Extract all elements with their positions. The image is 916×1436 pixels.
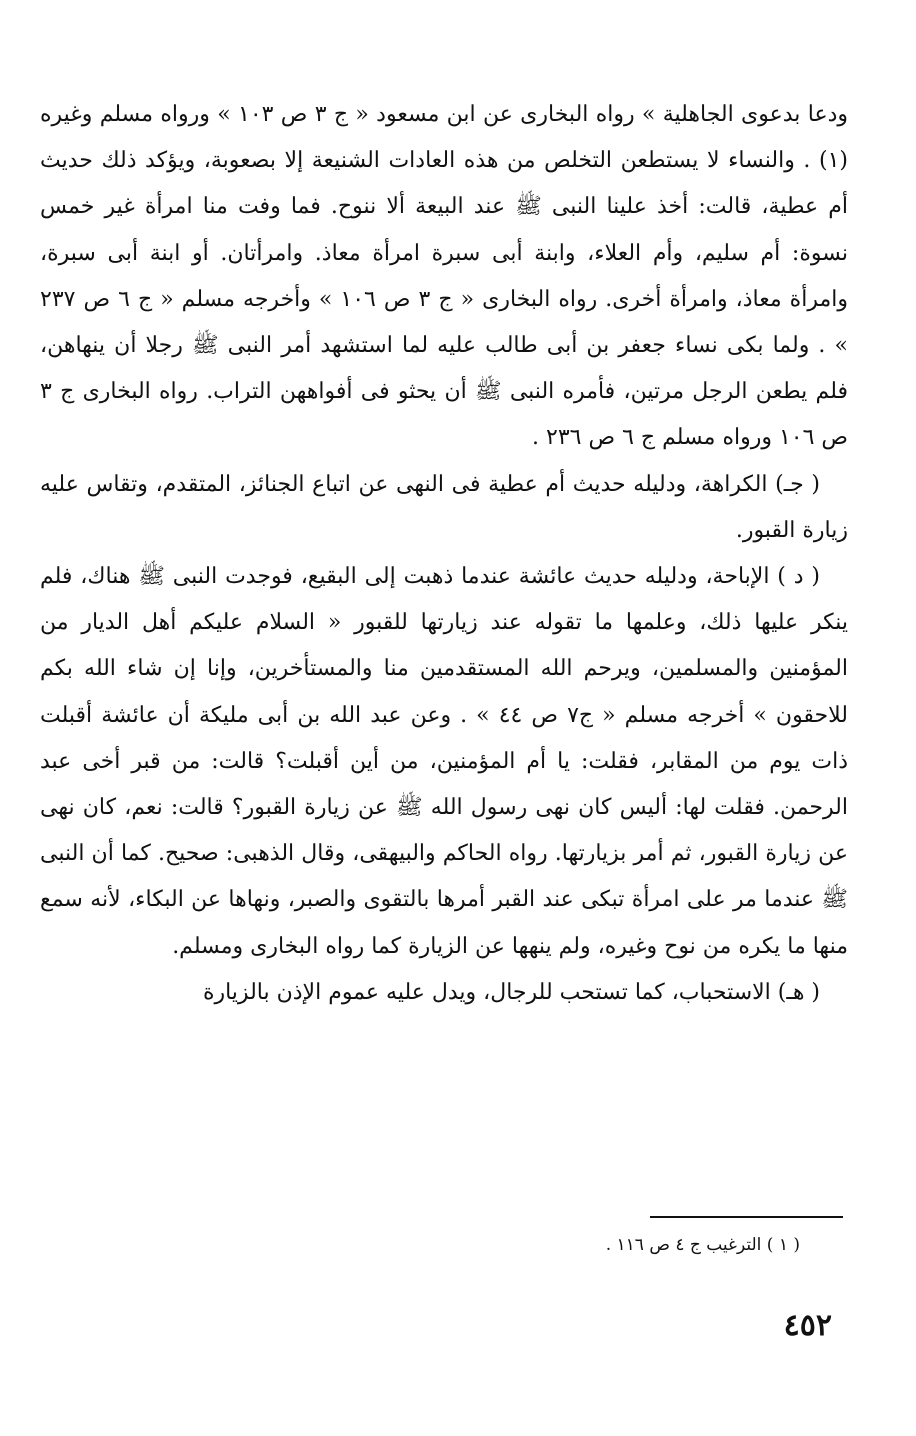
paragraph-istihbab: ( هـ) الاستحباب، كما تستحب للرجال، ويدل عليه عموم الإذن بالزيارة <box>202 979 820 1005</box>
footnote-divider <box>650 1216 843 1218</box>
paragraph-continuation: ودعا بدعوى الجاهلية » رواه البخارى عن ابن مسعود « ج ٣ ص ١٠٣ » ورواه مسلم وغيره (١) . والنساء لا يستطعن التخلص من هذه العادات الشنيعة إلا بصعوبة، ويؤكد ذلك حديث أم عطية، قالت: أخذ علينا النبى ﷺ عند البيعة ألا ننوح. فما وفت منا امرأة غير خمس نسوة: أم سليم، وأم العلاء، وابنة أبى سبرة امرأة معاذ. وامرأتان. أو ابنة أبى سبرة، وامرأة معاذ، وامرأة أخرى. رواه البخارى « ج ٣ ص ١٠٦ » وأخرجه مسلم « ج ٦ ص ٢٣٧ » . ولما بكى نساء جعفر بن أبى طالب عليه لما استشهد أمر النبى ﷺ رجلا أن ينهاهن، فلم يطعن الرجل مرتين، فأمره النبى ﷺ أن يحثو فى أفواههن التراب. رواه البخارى ج ٣ ص ١٠٦ ورواه مسلم ج ٦ ص ٢٣٦ . <box>40 102 849 451</box>
footnote: ( ١ ) الترغيب ج ٤ ص ١١٦ . <box>605 1235 800 1255</box>
paragraph-karaha: ( جـ) الكراهة، ودليله حديث أم عطية فى النهى عن اتباع الجنائز، المتقدم، وتقاس عليه زيارة القبور. <box>40 471 848 543</box>
page-number: ٤٥٢ <box>783 1308 832 1343</box>
paragraph-ibaha: ( د ) الإباحة، ودليله حديث عائشة عندما ذهبت إلى البقيع، فوجدت النبى ﷺ هناك، فلم ينكر عليها ذلك، وعلمها ما تقوله عند زيارتها للقبور « السلام عليكم أهل الديار من المؤمنين والمسلمين، ويرحم الله المستقدمين منا والمستأخرين، وإنا إن شاء الله بكم للاحقون » أخرجه مسلم « ج٧ ص ٤٤ » . وعن عبد الله بن أبى مليكة أن عائشة أقبلت ذات يوم من المقابر، فقلت: يا أم المؤمنين، من أين أقبلت؟ قالت: من قبر أخى عبد الرحمن. فقلت لها: أليس كان نهى رسول الله ﷺ عن زيارة القبور؟ قالت: نعم، كان نهى عن زيارة القبور، ثم أمر بزيارتها. رواه الحاكم والبيهقى، وقال الذهبى: صحيح. كما أن النبى ﷺ عندما مر على امرأة تبكى عند القبر أمرها بالتقوى والصبر، ونهاها عن البكاء، لأنه سمع منها ما يكره من نوح وغيره، ولم ينهها عن الزيارة كما رواه البخارى ومسلم. <box>40 564 848 959</box>
main-text <box>40 92 848 1016</box>
